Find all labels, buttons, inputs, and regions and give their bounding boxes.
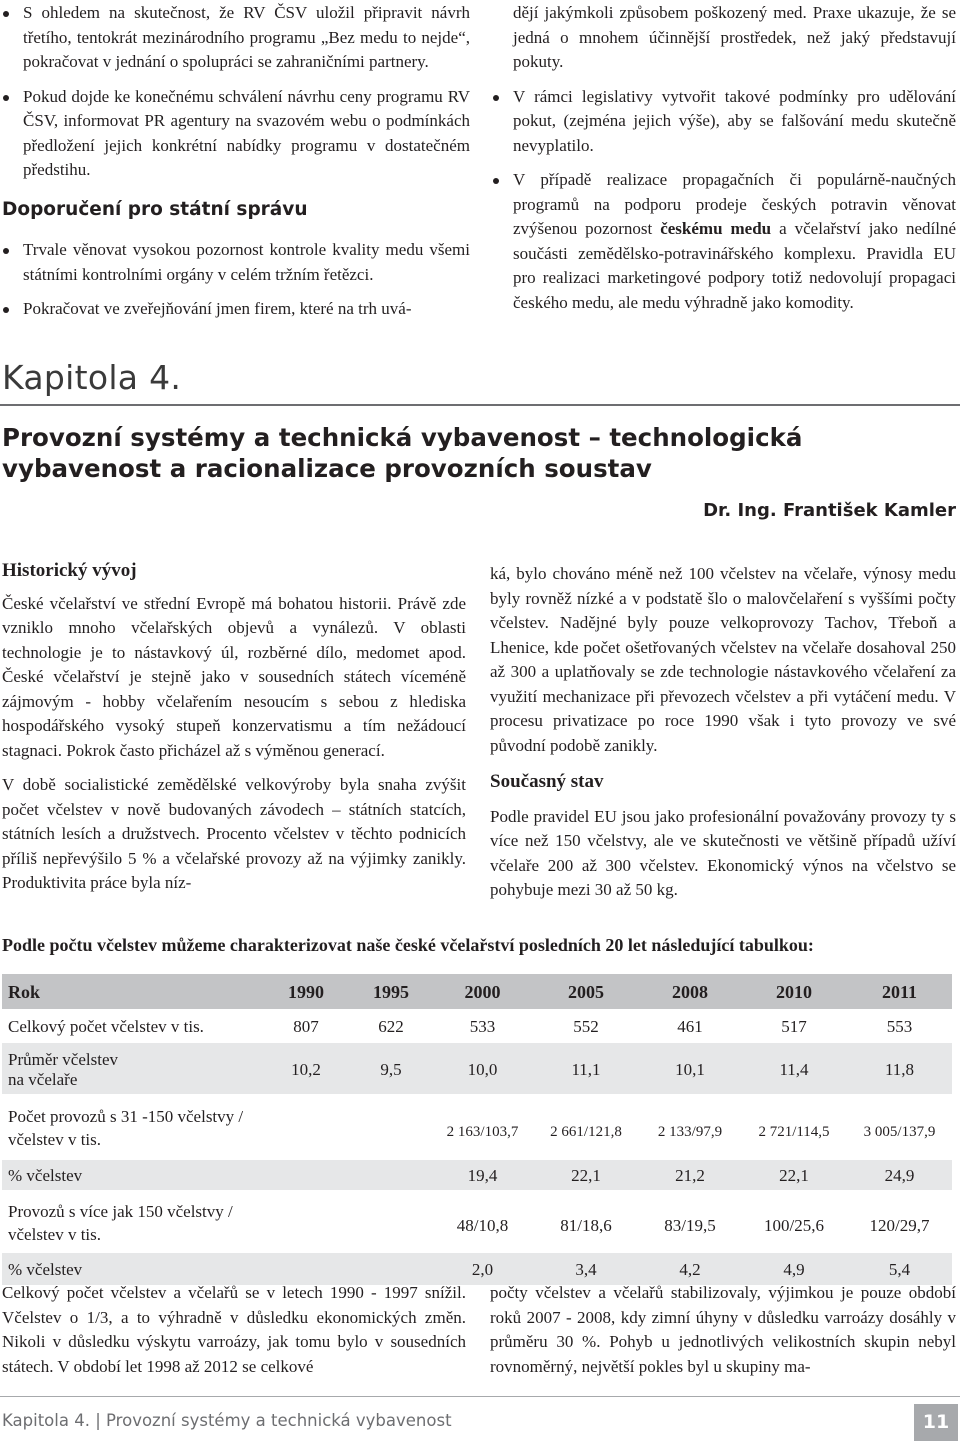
running-footer	[2, 1411, 452, 1430]
table-cell: 22,1	[533, 1160, 637, 1191]
table-cell: 2 721/114,5	[741, 1095, 845, 1160]
table-cell: 553	[845, 1010, 952, 1043]
state-recommendation-list	[0, 238, 470, 322]
table-cell: 517	[741, 1010, 845, 1043]
list-item-text: a včelařství jako nedílné součásti zemědělsko-potravinářského komplexu. Pravidla EU pro realizaci marketingové podpory totiž nedovolují propagaci českého medu, ale medu výhradně jako komodity.	[513, 219, 956, 312]
list-item: Pokud dojde ke konečnému schválení návrhu ceny programu RV ČSV, informovat PR agentury na svazovém webu o podmínkách předložení jejich konkrétní nabídky programu v dostatečném předstihu.	[0, 85, 470, 183]
table-header-cell: 2010	[741, 974, 845, 1010]
table-cell: 2,0	[430, 1253, 533, 1286]
table-cell: % včelstev	[2, 1253, 260, 1286]
table-cell: Počet provozů s 31 -150 včelstvy / včelstev v tis.	[2, 1095, 260, 1160]
list-item: Pokračovat ve zveřejňování jmen firem, které na trh uvá-	[0, 297, 470, 322]
state-administration-heading: Doporučení pro státní správu	[2, 198, 308, 220]
table-cell	[350, 1191, 430, 1253]
table-header-cell: Rok	[2, 974, 260, 1010]
top-right-column	[490, 1, 956, 325]
chapter-label: Kapitola 4.	[2, 358, 182, 397]
table-cell: 10,1	[637, 1043, 741, 1095]
table-cell: 2 133/97,9	[637, 1095, 741, 1160]
table-cell: 11,8	[845, 1043, 952, 1095]
table-cell: 10,0	[430, 1043, 533, 1095]
continuation-paragraph: dějí jakýmkoli způsobem poškozený med. Praxe ukazuje, že se jedná o mnohem účinnější prostředek, než jaký představují pokuty.	[513, 3, 956, 71]
table-cell: 19,4	[430, 1160, 533, 1191]
footer-chapter: Kapitola 4.	[2, 1411, 90, 1430]
table-header-cell: 2011	[845, 974, 952, 1010]
table-row	[2, 1191, 952, 1253]
history-paragraph: V době socialistické zemědělské velkovýroby byla snaha zvýšit počet včelstev v nově budovaných závodech – státních statcích, státních lesích a družstvech. Procento včelstev v těchto podnicích příliš nepřevýšilo 5 % a včelařské provozy až na výjimky zanikly. Produktivita práce byla níz-	[2, 775, 466, 892]
list-item	[490, 168, 956, 315]
table-cell: 10,2	[260, 1043, 350, 1095]
table-header-row	[2, 974, 952, 1010]
history-continuation: ká, bylo chováno méně než 100 včelstev na včelaře, výnosy medu byly rovněž nízké a v podstatě šlo o malovčelaření s vyššími počty včelstev. Nadějné byly pouze velkoprovozy Tachov, Třeboň a Lhenice, kde počet ošetřovaných včelstev na včelaře dosahoval 250 až 300 a uplatňovaly se zde technologie nástavkového včelaření za využití mechanizace při převozech včelstev a při vytáčení medu. V procesu privatizace po roce 1990 však i tyto provozy ve své původní podobě zanikly.	[490, 564, 956, 755]
table-intro: Podle počtu včelstev můžeme charakterizovat naše české včelařství posledních 20 let následující tabulkou:	[2, 935, 814, 955]
table-cell: 3,4	[533, 1253, 637, 1286]
current-state-heading: Současný stav	[490, 771, 604, 792]
table-cell	[350, 1160, 430, 1191]
top-left-column	[0, 1, 470, 332]
table-cell: 24,9	[845, 1160, 952, 1191]
footer-title: Provozní systémy a technická vybavenost	[106, 1411, 452, 1430]
table-cell: 4,2	[637, 1253, 741, 1286]
table-header-cell: 2008	[637, 974, 741, 1010]
table-cell: 4,9	[741, 1253, 845, 1286]
history-column	[2, 559, 466, 896]
table-row	[2, 1043, 952, 1095]
footer-divider	[0, 1396, 960, 1397]
table-cell: 100/25,6	[741, 1191, 845, 1253]
table-cell: 461	[637, 1010, 741, 1043]
history-heading: Historický vývoj	[2, 560, 137, 581]
emphasis-czech-honey: českému medu	[660, 219, 772, 238]
table-row	[2, 1160, 952, 1191]
table-cell	[260, 1191, 350, 1253]
table-cell: 3 005/137,9	[845, 1095, 952, 1160]
table-cell: % včelstev	[2, 1160, 260, 1191]
table-cell: 5,4	[845, 1253, 952, 1286]
chapter-divider	[0, 404, 960, 406]
table-cell: 2 163/103,7	[430, 1095, 533, 1160]
table-cell	[260, 1160, 350, 1191]
current-state-column	[490, 562, 956, 903]
table-cell: 807	[260, 1010, 350, 1043]
current-state-paragraph: Podle pravidel EU jsou jako profesionální považovány provozy ty s více než 150 včelstvy, ale ve skutečnosti ve většině případů užíví včelaře 200 až 300 včelstev. Ekonomický výnos na včelstvo se pohybuje mezi 30 až 50 kg.	[490, 806, 956, 899]
table-cell	[260, 1095, 350, 1160]
table-header-cell: 2005	[533, 974, 637, 1010]
table-cell: 2 661/121,8	[533, 1095, 637, 1160]
history-paragraph: České včelařství ve střední Evropě má bohatou historii. Právě zde vzniklo mnoho včelařských objevů a vynálezů. V oblasti technologie je to nástavkový úl, rozběrné dílo, medomet apod. České včelařství je stejně jako v sousedních státech víceméně zájmovým - hobby včelařením nesoucím s sebou z hlediska hospodářského vysoký stupeň konzervatismu a tím nežádoucí stagnaci. Pokrok často přicházel až s výměnou generací.	[2, 593, 466, 760]
list-item: S ohledem na skutečnost, že RV ČSV uložil připravit návrh třetího, tentokrát mezinárodního programu „Bez medu to nejde“, pokračovat v jednání o spolupráci se zahraničními partnery.	[0, 1, 470, 75]
table-cell: 81/18,6	[533, 1191, 637, 1253]
table-row	[2, 1010, 952, 1043]
table-cell: 83/19,5	[637, 1191, 741, 1253]
table-cell: 533	[430, 1010, 533, 1043]
table-header-cell: 2000	[430, 974, 533, 1010]
table-row	[2, 1095, 952, 1160]
table-cell: 622	[350, 1010, 430, 1043]
bottom-left-paragraph: Celkový počet včelstev a včelařů se v letech 1990 - 1997 snížil. Včelstev o 1/3, a to výhradně v důsledku ekonomických změn. Nikoli v důsledku výskytu varroázy, jak tomu bylo v sousedních státech. V období let 1998 až 2012 se celkové	[2, 1283, 466, 1376]
table-cell: 22,1	[741, 1160, 845, 1191]
table-cell: 120/29,7	[845, 1191, 952, 1253]
footer-separator: |	[95, 1411, 101, 1430]
chapter-title: Provozní systémy a technická vybavenost – technologická vybavenost a racionalizace provozních soustav	[2, 423, 803, 483]
hive-statistics-table	[2, 974, 952, 1286]
page-number: 11	[914, 1404, 958, 1441]
table-cell: 21,2	[637, 1160, 741, 1191]
table-cell: 552	[533, 1010, 637, 1043]
table-cell: 9,5	[350, 1043, 430, 1095]
table-cell: Průměr včelstev na včelaře	[2, 1043, 260, 1095]
table-cell: Celkový počet včelstev v tis.	[2, 1010, 260, 1043]
table-cell: 48/10,8	[430, 1191, 533, 1253]
list-item-text: V případě realizace propagačních či populárně-naučných programů na podporu prodeje českých potravin věnovat zvýšenou pozornost	[513, 170, 956, 238]
list-item: V rámci legislativy vytvořit takové podmínky pro udělování pokut, (zejména jejich výše), aby se falšování medu skutečně nevyplatilo.	[490, 85, 956, 159]
table-cell: 11,4	[741, 1043, 845, 1095]
table-header-cell: 1995	[350, 974, 430, 1010]
list-item: Trvale věnovat vysokou pozornost kontrole kvality medu všemi státními kontrolními orgány v celém tržním řetězci.	[0, 238, 470, 287]
table-header-cell: 1990	[260, 974, 350, 1010]
table-cell: 11,1	[533, 1043, 637, 1095]
table-cell: Provozů s více jak 150 včelstvy / včelstev v tis.	[2, 1191, 260, 1253]
recommendation-list	[0, 1, 470, 183]
chapter-author: Dr. Ing. František Kamler	[703, 500, 956, 521]
bottom-right-paragraph: počty včelstev a včelařů stabilizovaly, výjimkou je pouze období roků 2007 - 2008, kdy zimní úhyny v důsledku varroázy dosáhly v průměru 30 %. Pohyb u jednotlivých velikostních skupin nebyl rovnoměrný, největší pokles byl u skupiny ma-	[490, 1283, 956, 1376]
table-cell	[350, 1095, 430, 1160]
legislation-list	[490, 85, 956, 316]
